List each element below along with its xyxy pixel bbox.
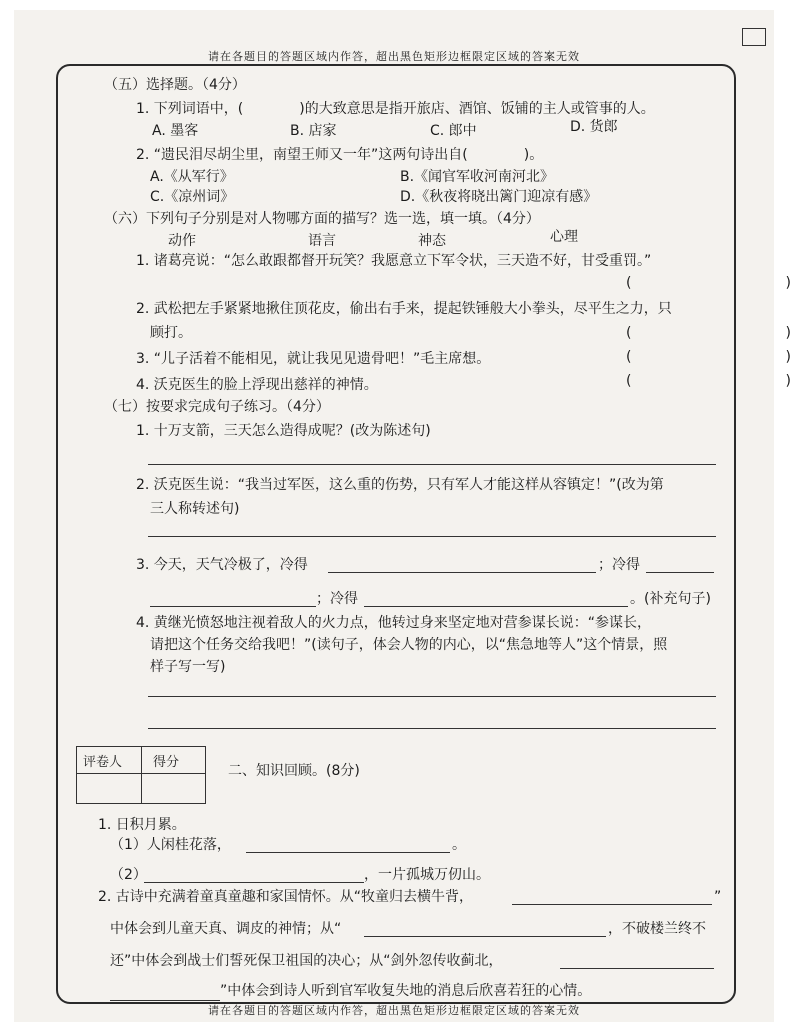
s7-q3-blank-3[interactable] [364,606,628,607]
s6-q1-answer[interactable]: ( ) [626,275,791,291]
score-box [76,746,206,804]
s5-q1-option-b[interactable]: B. 店家 [290,123,337,139]
section-7-title: （七）按要求完成句子练习。（4分） [104,399,330,415]
section-2-title: 二、知识回顾。(8分) [228,763,360,779]
s7-question-4-line2: 请把这个任务交给我吧！”(读句子，体会人物的内心，以“焦急地等人”这个情景，照 [150,637,668,653]
s6-option-psychology: 心理 [550,229,578,245]
s7-question-3-mid1: ；冷得 [598,557,640,573]
s7-question-4-line1: 4. 黄继光愤怒地注视着敌人的火力点，他转过身来坚定地对营参谋长说：“参谋长， [136,615,652,631]
s5-q1-option-c[interactable]: C. 郎中 [430,123,477,139]
s6-q4-answer[interactable]: ( ) [626,373,791,389]
header-note: 请在各题目的答题区域内作答，超出黑色矩形边框限定区域的答案无效 [208,50,580,63]
s7-q3-blank-2[interactable] [646,572,714,573]
corner-mark [742,28,766,46]
s7-q2-answer-line[interactable] [148,536,716,537]
score-box-divider-v [141,747,142,803]
s2-q2-blank-1[interactable] [512,904,712,905]
s2-question-2-line4: ”中体会到诗人听到官军收复失地的消息后欣喜若狂的心情。 [220,983,592,999]
s7-q1-answer-line[interactable] [148,464,716,465]
section-5-title: （五）选择题。（4分） [104,77,246,93]
s2-q2-blank-3[interactable] [560,968,714,969]
s2-q1-item-2: （2） [110,867,147,883]
s2-question-2-line2: 中体会到儿童天真、调皮的神情；从“ [110,921,342,937]
s7-question-3-end: 。(补充句子) [630,591,711,607]
s7-q3-blank-1[interactable] [328,572,596,573]
s2-q2-line2-end: ，不破楼兰终不 [608,921,706,937]
s2-question-2-line3: 还”中体会到战士们誓死保卫祖国的决心；从“剑外忽传收蓟北， [110,953,503,969]
s5-q2-option-d[interactable]: D.《秋夜将晓出篱门迎凉有感》 [400,189,598,205]
s5-q2-option-c[interactable]: C.《凉州词》 [150,189,235,205]
s7-q4-answer-line-1[interactable] [148,696,716,697]
s2-q1-item-2-end: ，一片孤城万仞山。 [364,867,490,883]
s2-question-2-line1: 2. 古诗中充满着童真童趣和家国情怀。从“牧童归去横牛背， [98,889,474,905]
s2-q1-blank-1[interactable] [246,852,450,853]
s7-q3-blank-2-cont[interactable] [150,606,316,607]
section-6-title: （六）下列句子分别是对人物哪方面的描写？选一选，填一填。（4分） [104,211,540,227]
s7-question-3-mid2: ；冷得 [316,591,358,607]
footer-note: 请在各题目的答题区域内作答，超出黑色矩形边框限定区域的答案无效 [208,1004,580,1017]
s6-option-expression: 神态 [418,233,446,249]
score-box-divider-h [77,773,205,774]
s2-question-1: 1. 日积月累。 [98,817,186,833]
s6-option-language: 语言 [308,233,336,249]
s7-question-4-line3: 样子写一写) [150,659,226,675]
s2-q2-line1-end: ” [714,889,722,905]
s6-question-2-line1: 2. 武松把左手紧紧地揪住顶花皮，偷出右手来，提起铁锤般大小拳头，尽平生之力，只 [136,301,672,317]
s6-question-3: 3. “儿子活着不能相见，就让我见见遗骨吧！”毛主席想。 [136,351,491,367]
s2-q2-blank-3-cont[interactable] [110,1000,220,1001]
s6-q3-answer[interactable]: ( ) [626,349,791,365]
s7-q4-answer-line-2[interactable] [148,728,716,729]
s7-question-2-line1: 2. 沃克医生说：“我当过军医，这么重的伤势，只有军人才能这样从容镇定！”(改为第 [136,477,664,493]
score-reviewer-label: 评卷人 [83,755,123,770]
score-points-label: 得分 [153,755,180,770]
s7-question-1: 1. 十万支箭，三天怎么造得成呢？(改为陈述句) [136,423,431,439]
s5-question-1: 1. 下列词语中，( )的大致意思是指开旅店、酒馆、饭铺的主人或管事的人。 [136,101,655,117]
s6-q2-answer[interactable]: ( ) [626,325,791,341]
s5-q2-option-a[interactable]: A.《从军行》 [150,169,234,185]
s2-q1-blank-2[interactable] [144,882,364,883]
s5-q2-option-b[interactable]: B.《闻官军收河南河北》 [400,169,555,185]
s5-question-2: 2. “遗民泪尽胡尘里，南望王师又一年”这两句诗出自( )。 [136,147,544,163]
s6-question-4: 4. 沃克医生的脸上浮现出慈祥的神情。 [136,377,378,393]
s5-q1-option-a[interactable]: A. 墨客 [152,123,199,139]
s6-question-2-line2: 顾打。 [150,325,192,341]
s2-q1-item-1-end: 。 [452,837,466,853]
s2-q1-item-1: （1）人闲桂花落， [110,837,231,853]
s2-q2-blank-2[interactable] [364,936,606,937]
s6-option-action: 动作 [168,233,196,249]
s7-question-2-line2: 三人称转述句) [150,501,240,517]
s6-question-1: 1. 诸葛亮说：“怎么敢跟都督开玩笑？我愿意立下军令状，三天造不好，甘受重罚。” [136,253,652,269]
s5-q1-option-d[interactable]: D. 货郎 [570,119,618,135]
s7-question-3-start: 3. 今天，天气冷极了，冷得 [136,557,308,573]
exam-sheet [14,10,791,1022]
